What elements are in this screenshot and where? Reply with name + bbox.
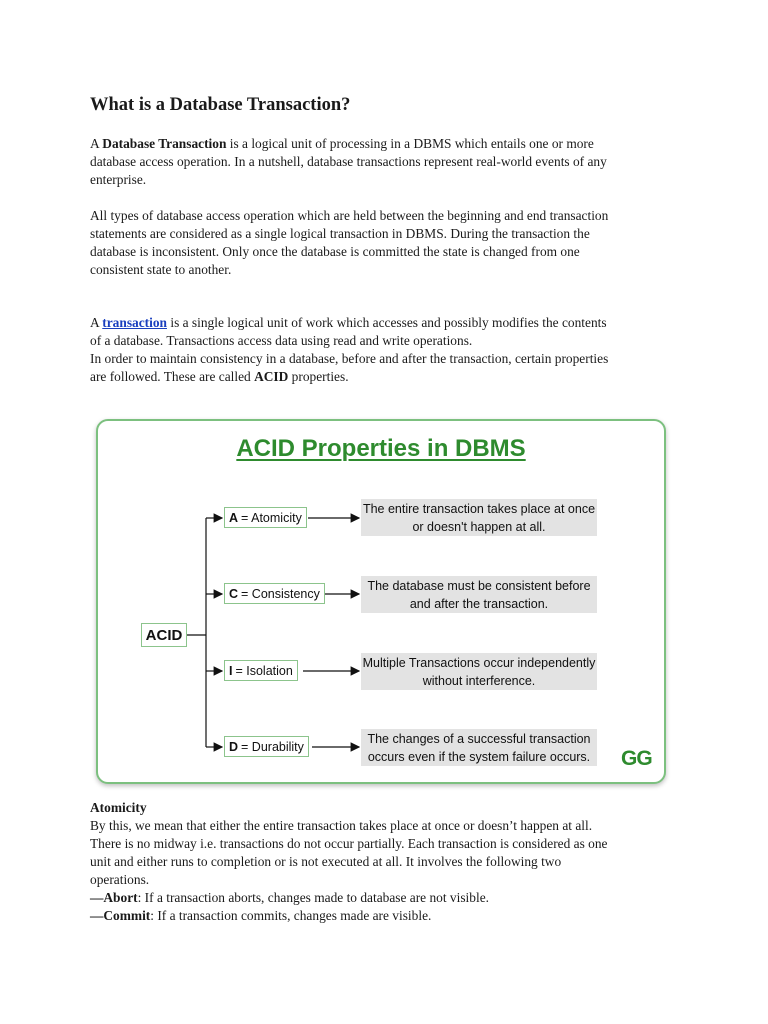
consistency-node: [224, 583, 325, 604]
commit-dash: —: [90, 908, 104, 923]
text: A: [90, 136, 103, 151]
acid-term: ACID: [254, 369, 289, 384]
text-line: unit and either runs to completion or is not executed at all. It involves the following two: [90, 854, 562, 869]
desc-line: or doesn't happen at all.: [412, 519, 546, 534]
atomicity-node: [224, 507, 307, 528]
desc-line: without interference.: [422, 673, 536, 688]
desc-line: Multiple Transactions occur independently: [362, 655, 596, 670]
transaction-link[interactable]: transaction: [102, 315, 167, 330]
text-line: All types of database access operation which are held between the beginning and end transaction: [90, 208, 609, 223]
text-line: database is inconsistent. Only once the database is committed the state is changed from one: [90, 244, 580, 259]
property-letter: A: [229, 510, 239, 525]
page-title: What is a Database Transaction?: [90, 95, 351, 115]
text-line: [90, 368, 608, 386]
text: are followed. These are called: [90, 369, 255, 384]
text: A: [90, 315, 103, 330]
text-line: In order to maintain consistency in a database, before and after the transaction, certain properties: [90, 351, 609, 366]
desc-line: The database must be consistent before: [367, 578, 591, 593]
intro-line-2: database access operation. In a nutshell, database transactions represent real-world events of any: [90, 154, 607, 169]
logo-text: GG: [621, 747, 652, 770]
isolation-node: [224, 660, 298, 681]
property-label: = Atomicity: [241, 510, 302, 525]
durability-node: [224, 736, 309, 757]
abort-text: : If a transaction aborts, changes made to database are not visible.: [137, 890, 489, 905]
abort-line: [90, 889, 607, 907]
property-label: = Durability: [241, 739, 304, 754]
intro-paragraph: [90, 135, 607, 189]
text-line: [90, 799, 607, 817]
isolation-description: [361, 653, 597, 690]
consistency-description: [361, 576, 597, 613]
text-line: [90, 314, 608, 332]
operations-paragraph: [90, 207, 608, 279]
desc-line: and after the transaction.: [409, 596, 549, 611]
intro-line-3: enterprise.: [90, 172, 147, 187]
commit-line: [90, 907, 607, 925]
abort-dash: —: [90, 890, 104, 905]
acid-root-node: ACID: [141, 623, 187, 647]
gfg-logo: [621, 747, 652, 771]
commit-label: Commit: [103, 908, 151, 923]
property-letter: D: [229, 739, 239, 754]
atomicity-section: [90, 799, 607, 925]
property-label: = Isolation: [235, 663, 293, 678]
text: is a single logical unit of work which accesses and possibly modifies the contents: [167, 315, 607, 330]
durability-description: [361, 729, 597, 766]
database-transaction-term: Database Transaction: [102, 136, 227, 151]
intro-line-1: [90, 135, 607, 153]
abort-label: Abort: [103, 890, 138, 905]
commit-text: : If a transaction commits, changes made are visible.: [150, 908, 432, 923]
text-line: operations.: [90, 872, 150, 887]
text: is a logical unit of processing in a DBMS which entails one or more: [226, 136, 594, 151]
property-letter: C: [229, 586, 239, 601]
property-label: = Consistency: [241, 586, 320, 601]
desc-line: The changes of a successful transaction: [367, 731, 591, 746]
text-line: of a database. Transactions access data using read and write operations.: [90, 333, 473, 348]
property-letter: I: [229, 663, 233, 678]
desc-line: occurs even if the system failure occurs.: [367, 749, 591, 764]
acid-diagram: [96, 419, 666, 784]
text-line: By this, we mean that either the entire transaction takes place at once or doesn’t happen at all.: [90, 818, 593, 833]
text-line: There is no midway i.e. transactions do not occur partially. Each transaction is considered as one: [90, 836, 608, 851]
diagram-title: ACID Properties in DBMS: [236, 435, 526, 462]
desc-line: The entire transaction takes place at once: [362, 501, 596, 516]
atomicity-description: [361, 499, 597, 536]
text-line: consistent state to another.: [90, 262, 232, 277]
text-line: statements are considered as a single logical transaction in DBMS. During the transaction the: [90, 226, 590, 241]
text: properties.: [288, 369, 349, 384]
transaction-paragraph: [90, 314, 608, 386]
atomicity-heading: Atomicity: [90, 800, 147, 815]
